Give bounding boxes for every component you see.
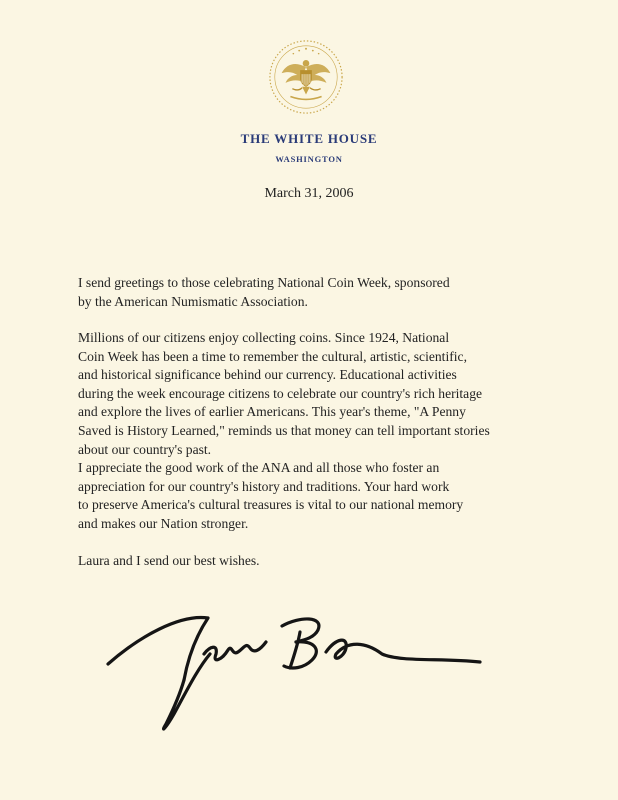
- text-line: by the American Numismatic Association.: [78, 293, 308, 309]
- text-line: I appreciate the good work of the ANA and all those who foster an: [78, 460, 440, 475]
- text-line: Coin Week has been a time to remember the cultural, artistic, scientific,: [78, 348, 467, 364]
- text-line: Laura and I send our best wishes.: [78, 553, 260, 568]
- text-line: and makes our Nation stronger.: [78, 515, 249, 531]
- text-line: Saved is History Learned," reminds us that money can tell important stories: [78, 422, 490, 438]
- text-line: appreciation for our country's history and traditions. Your hard work: [78, 478, 450, 494]
- presidential-seal-icon: [267, 38, 345, 116]
- text-line: to preserve America's cultural treasures is vital to our national memory: [78, 497, 464, 513]
- text-line: and historical significance behind our currency. Educational activities: [78, 367, 457, 383]
- handwritten-signature-icon: [100, 596, 490, 746]
- paragraph-greeting: [78, 274, 548, 311]
- text-line: and explore the lives of earlier Americans. This year's theme, "A Penny: [78, 404, 466, 420]
- letter-date: March 31, 2006: [264, 186, 354, 201]
- paragraph-appreciation: [78, 459, 548, 533]
- paragraph-closing: [78, 552, 548, 571]
- paragraph-coin-week: [78, 329, 548, 459]
- text-line: Millions of our citizens enjoy collecting coins. Since 1924, National: [78, 330, 450, 345]
- text-line: during the week encourage citizens to celebrate our country's rich heritage: [78, 385, 483, 401]
- letterhead-city: WASHINGTON: [275, 154, 343, 164]
- text-line: I send greetings to those celebrating National Coin Week, sponsored: [78, 275, 450, 290]
- text-line: about our country's past.: [78, 441, 212, 457]
- letterhead-title: THE WHITE HOUSE: [240, 131, 378, 146]
